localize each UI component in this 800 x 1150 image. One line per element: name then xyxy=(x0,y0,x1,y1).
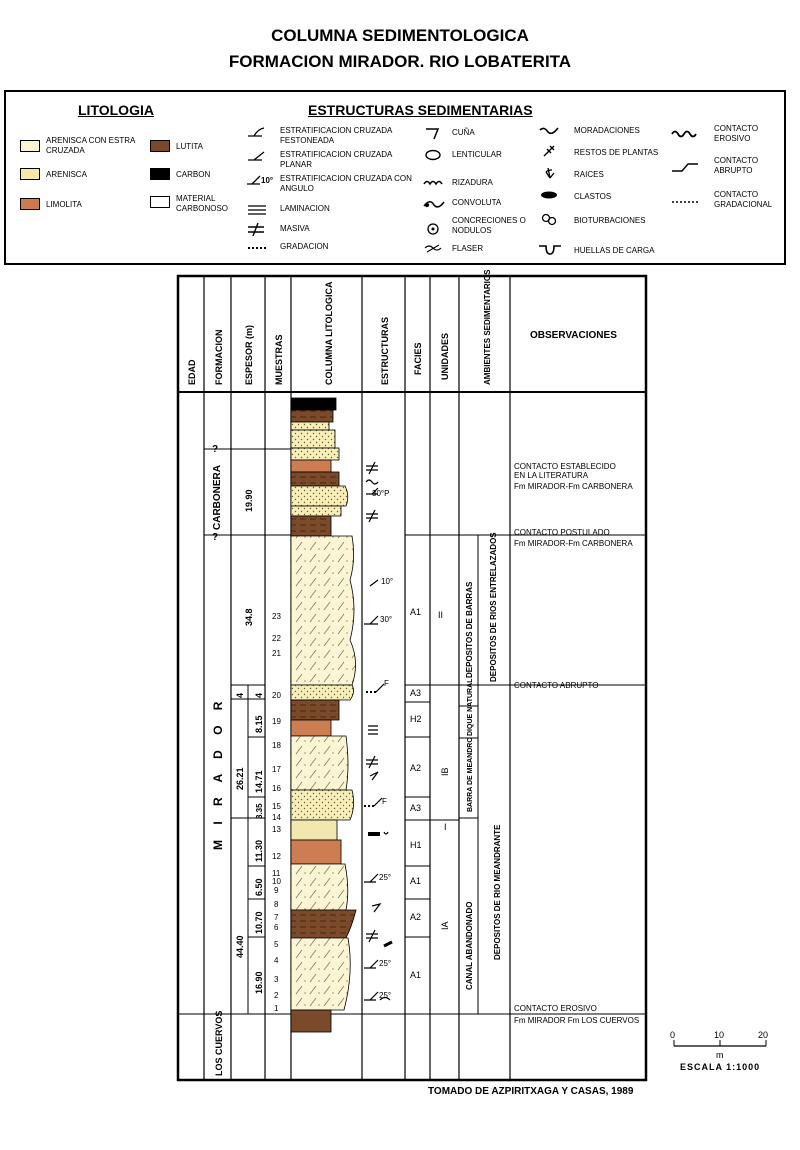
observation: CONTACTO ESTABLECIDO xyxy=(514,462,616,471)
formation-los-cuervos: LOS CUERVOS xyxy=(214,1010,224,1076)
structure-label: CONTACTO ABRUPTO xyxy=(714,156,759,175)
observation: CONTACTO POSTULADO xyxy=(514,528,610,537)
structure-label: ESTRATIFICACION CRUZADA CON ANGULO xyxy=(280,174,412,193)
facies: A2 xyxy=(410,763,422,773)
structure-label: LENTICULAR xyxy=(452,150,502,159)
structure-label: RIZADURA xyxy=(452,178,493,187)
credit: TOMADO DE AZPIRITXAGA Y CASAS, 1989 xyxy=(428,1086,634,1097)
structure-label: BIOTURBACIONES xyxy=(574,216,646,225)
header-observaciones: OBSERVACIONES xyxy=(530,330,617,341)
lith-label: ARENISCA CON ESTRA CRUZADA xyxy=(46,136,135,155)
sample: 1 xyxy=(274,1004,279,1013)
sample: 17 xyxy=(272,765,281,774)
formation-carbonera: CARBONERA xyxy=(212,465,223,530)
angle-label: 30° xyxy=(380,615,393,624)
facies: H2 xyxy=(410,714,422,724)
unit: IA xyxy=(440,921,450,930)
observation: Fm MIRADOR-Fm CARBONERA xyxy=(514,539,633,548)
sample: 5 xyxy=(274,940,279,949)
angle-label: 25° xyxy=(379,959,392,968)
unit: I xyxy=(444,822,447,832)
f-label: F xyxy=(384,679,389,688)
facies: H1 xyxy=(410,840,422,850)
sample: 21 xyxy=(272,649,281,658)
structure-label: RAICES xyxy=(574,170,604,179)
thickness-carbonera: 19.90 xyxy=(244,489,254,512)
sample: 15 xyxy=(272,802,281,811)
f-label: F xyxy=(382,797,387,806)
scale-tick: 10 xyxy=(714,1030,725,1040)
structure-label: HUELLAS DE CARGA xyxy=(574,246,655,255)
sample: 23 xyxy=(272,612,281,621)
lith-label: MATERIAL CARBONOSO xyxy=(176,194,229,213)
sample: 19 xyxy=(272,717,281,726)
structure-label: CONCRECIONES O NODULOS xyxy=(452,216,526,235)
structure-label: ESTRATIFICACION CRUZADA FESTONEADA xyxy=(280,126,392,145)
structure-label: FLASER xyxy=(452,244,484,253)
sample: 16 xyxy=(272,784,281,793)
facies: A2 xyxy=(410,912,422,922)
env-canal: CANAL ABANDONADO xyxy=(465,901,474,990)
observation: EN LA LITERATURA xyxy=(514,471,589,480)
facies: A3 xyxy=(410,803,422,813)
angle-cross-symbol: 10° xyxy=(261,176,274,185)
header-columna: COLUMNA LITOLOGICA xyxy=(324,281,334,385)
structure-label: CLASTOS xyxy=(574,192,612,201)
lith-label: LUTITA xyxy=(176,142,203,151)
header-facies: FACIES xyxy=(413,342,423,375)
env-rios-entrelazados: DEPOSITOS DE RIOS ENTRELAZADOS xyxy=(489,532,498,682)
thickness-sub: 3.35 xyxy=(255,803,264,819)
sample: 14 xyxy=(272,813,281,822)
sample: 8 xyxy=(274,900,279,909)
header-ambientes: AMBIENTES SEDIMENTARIOS xyxy=(483,269,492,385)
header-formacion: FORMACION xyxy=(214,329,224,385)
structures-header: ESTRUCTURAS SEDIMENTARIAS xyxy=(308,102,533,118)
thickness-sub: 16.90 xyxy=(254,971,264,994)
angle-label: 25° xyxy=(379,991,392,1000)
structure-label: LAMINACION xyxy=(280,204,330,213)
header-edad: EDAD xyxy=(187,359,197,385)
thickness-sub: 10.70 xyxy=(254,911,264,934)
sample: 22 xyxy=(272,634,281,643)
scale-tick: 20 xyxy=(758,1030,769,1040)
structure-label: RESTOS DE PLANTAS xyxy=(574,148,659,157)
sample: 20 xyxy=(272,691,281,700)
thickness-upper: 34.8 xyxy=(244,608,254,626)
thickness-sub: 4 xyxy=(254,692,264,698)
header-estructuras: ESTRUCTURAS xyxy=(380,316,390,385)
query-mark: ? xyxy=(212,532,219,543)
sample: 4 xyxy=(274,956,279,965)
observation: Fm MIRADOR-Fm CARBONERA xyxy=(514,482,633,491)
structure-label: CONTACTO EROSIVO xyxy=(714,124,759,143)
sample: 9 xyxy=(274,886,279,895)
facies: A1 xyxy=(410,876,422,886)
lith-label: LIMOLITA xyxy=(46,200,82,209)
title-line-2: FORMACION MIRADOR. RIO LOBATERITA xyxy=(228,52,572,71)
header-muestras: MUESTRAS xyxy=(274,334,284,385)
thickness-sub: 11.30 xyxy=(254,839,264,862)
sample: 13 xyxy=(272,825,281,834)
scale-unit: m xyxy=(716,1050,724,1060)
formation-mirador: M I R A D O R xyxy=(211,695,225,850)
observation: CONTACTO ABRUPTO xyxy=(514,681,599,690)
scale-tick: 0 xyxy=(670,1030,676,1040)
unit: IB xyxy=(440,767,450,776)
lithology-header: LITOLOGIA xyxy=(78,102,154,118)
env-barra-meandro: BARRA DE MEANDRO xyxy=(467,737,474,812)
structure-label: ESTRATIFICACION CRUZADA PLANAR xyxy=(280,150,392,169)
thickness-sub: 4 xyxy=(235,692,245,698)
env-dique: DIQUE NATURAL xyxy=(467,678,474,736)
facies: A3 xyxy=(410,688,422,698)
sample: 11 xyxy=(272,869,281,878)
sample: 18 xyxy=(272,741,281,750)
env-barras: DEPOSITOS DE BARRAS xyxy=(465,581,474,678)
header-unidades: UNIDADES xyxy=(440,332,450,380)
scale-bar xyxy=(670,1030,768,1060)
thickness-sub: 8.15 xyxy=(254,715,264,733)
structure-label: MASIVA xyxy=(280,224,310,233)
structure-label: CUÑA xyxy=(452,128,475,137)
thickness-sub: 14.71 xyxy=(254,770,264,793)
sample: 10 xyxy=(272,877,281,886)
sample: 7 xyxy=(274,913,279,922)
angle-label: 25° xyxy=(379,873,392,882)
sample: 2 xyxy=(274,991,279,1000)
observation: CONTACTO EROSIVO xyxy=(514,1004,597,1013)
scale-label: ESCALA 1:1000 xyxy=(680,1062,761,1072)
structure-label: GRADACION xyxy=(280,242,329,251)
observation: Fm MIRADOR Fm LOS CUERVOS xyxy=(514,1016,640,1025)
query-mark: ? xyxy=(212,444,219,455)
structure-label: MORADACIONES xyxy=(574,126,640,135)
angle-label: 30°P xyxy=(372,489,390,498)
structure-label: CONVOLUTA xyxy=(452,198,502,207)
header-espesor: ESPESOR (m) xyxy=(244,324,254,385)
lith-label: ARENISCA xyxy=(46,170,87,179)
angle-label: 10° xyxy=(381,577,394,586)
sample: 3 xyxy=(274,975,279,984)
env-rio-meandrante: DEPOSITOS DE RIO MEANDRANTE xyxy=(493,824,502,960)
lith-label: CARBON xyxy=(176,170,211,179)
facies: A1 xyxy=(410,607,422,617)
sample: 6 xyxy=(274,923,279,932)
thickness-middle: 26.21 xyxy=(235,767,245,790)
sample: 12 xyxy=(272,852,281,861)
structure-label: CONTACTO GRADACIONAL xyxy=(714,190,773,209)
thickness-lower: 44.40 xyxy=(235,935,245,958)
title-line-1: COLUMNA SEDIMENTOLOGICA xyxy=(271,26,529,45)
thickness-sub: 6.50 xyxy=(254,878,264,896)
unit: II xyxy=(438,610,444,620)
facies: A1 xyxy=(410,970,422,980)
